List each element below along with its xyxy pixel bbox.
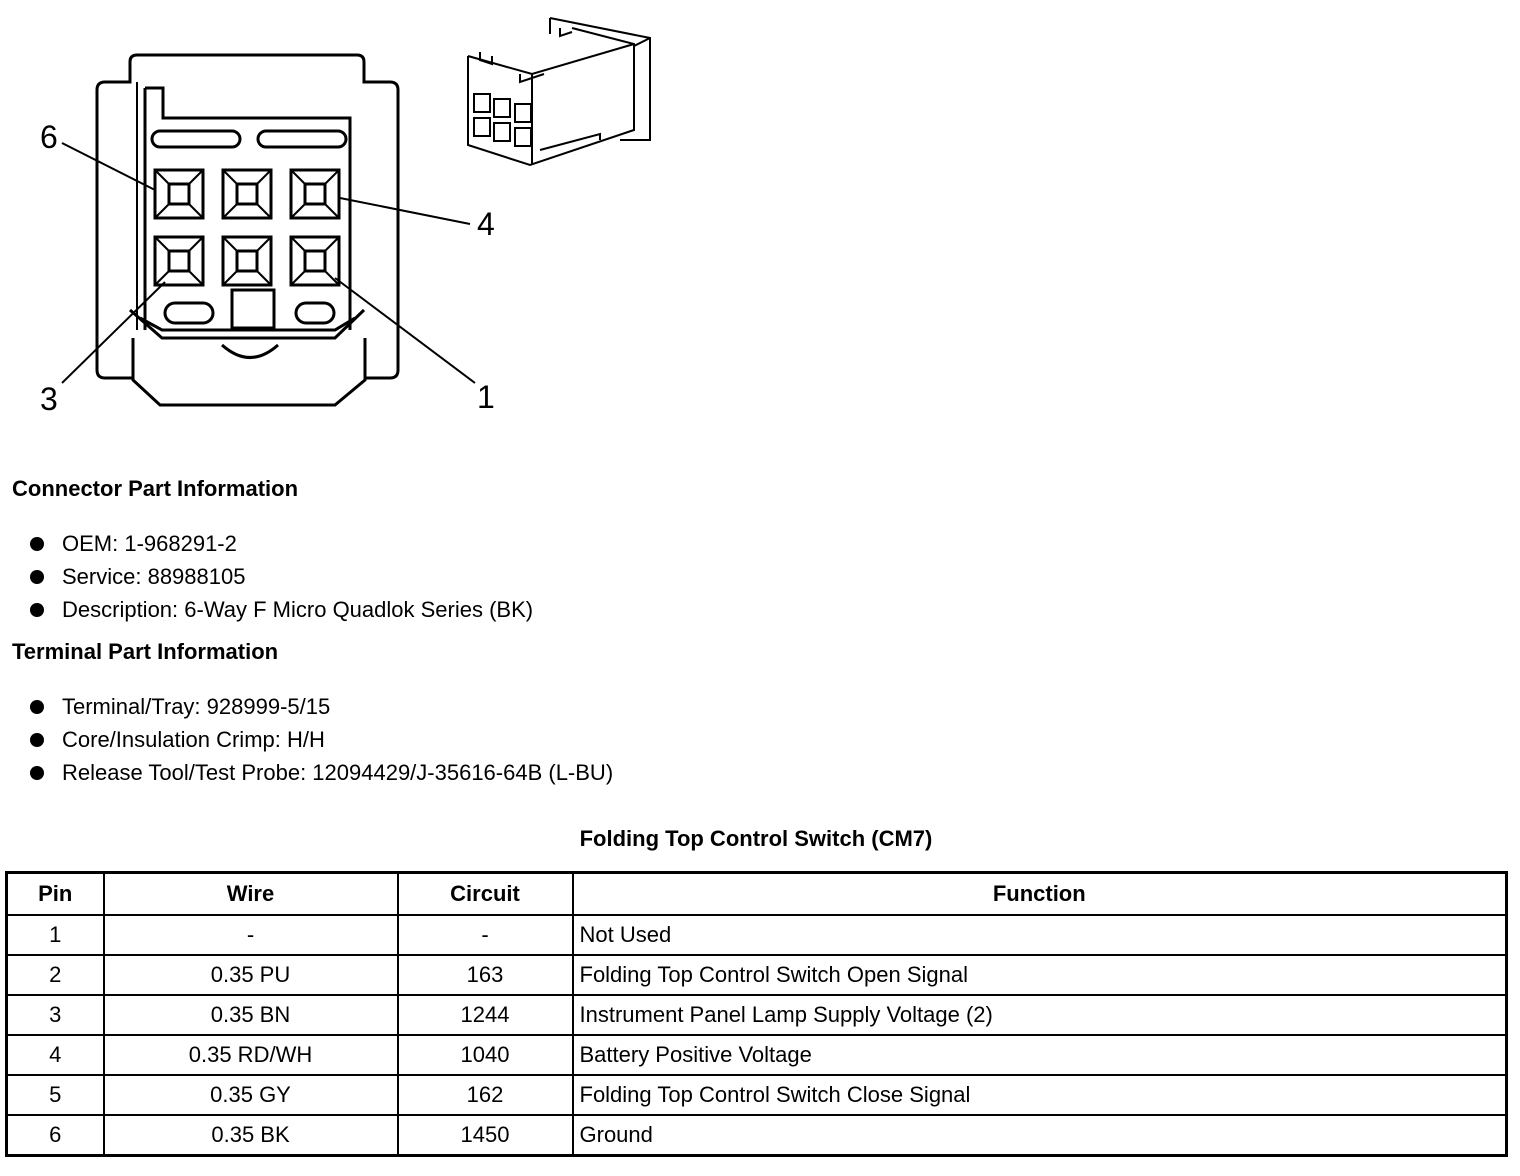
terminal-cavity xyxy=(223,170,271,218)
cell-wire: 0.35 BN xyxy=(104,995,398,1035)
pin-label-3: 3 xyxy=(40,381,58,417)
table-row xyxy=(7,1035,1507,1075)
cell-pin: 2 xyxy=(7,955,104,995)
cell-circuit: 163 xyxy=(398,955,573,995)
list-item-text: Terminal/Tray: 928999-5/15 xyxy=(62,694,331,719)
cell-wire: 0.35 PU xyxy=(104,955,398,995)
list-item xyxy=(28,527,533,560)
list-item-text: Core/Insulation Crimp: H/H xyxy=(62,727,325,752)
list-item xyxy=(28,756,613,789)
connector-isometric-view xyxy=(468,18,650,165)
cell-function: Ground xyxy=(573,1115,1507,1156)
bullet-icon xyxy=(30,537,44,551)
cell-function: Battery Positive Voltage xyxy=(573,1035,1507,1075)
pin-label-6: 6 xyxy=(40,119,58,155)
cell-circuit: - xyxy=(398,915,573,955)
table-row xyxy=(7,1115,1507,1156)
cell-pin: 1 xyxy=(7,915,104,955)
bullet-icon xyxy=(30,733,44,747)
connector-diagram xyxy=(0,0,700,440)
bullet-icon xyxy=(30,766,44,780)
terminal-cavity xyxy=(291,170,339,218)
terminal-cavity xyxy=(223,237,271,285)
list-item-text: Release Tool/Test Probe: 12094429/J-35616-64B (L-BU) xyxy=(62,760,614,785)
cell-pin: 6 xyxy=(7,1115,104,1156)
cell-circuit: 1040 xyxy=(398,1035,573,1075)
cell-pin: 4 xyxy=(7,1035,104,1075)
list-item xyxy=(28,723,613,756)
cell-pin: 3 xyxy=(7,995,104,1035)
connector-face-view xyxy=(97,55,398,405)
table-header-row xyxy=(7,873,1507,916)
connector-part-info-title: Connector Part Information xyxy=(12,476,299,501)
list-item xyxy=(28,593,533,626)
connector-part-info-list xyxy=(28,527,533,626)
cell-wire: - xyxy=(104,915,398,955)
table-row xyxy=(7,915,1507,955)
header-pin: Pin xyxy=(7,873,104,916)
cell-function: Instrument Panel Lamp Supply Voltage (2) xyxy=(573,995,1507,1035)
header-circuit: Circuit xyxy=(398,873,573,916)
terminal-cavities xyxy=(155,170,339,285)
terminal-part-info-list xyxy=(28,690,613,789)
cell-circuit: 1450 xyxy=(398,1115,573,1156)
pinout-table xyxy=(5,871,1508,1157)
header-wire: Wire xyxy=(104,873,398,916)
list-item xyxy=(28,560,533,593)
cell-circuit: 1244 xyxy=(398,995,573,1035)
header-function: Function xyxy=(573,873,1507,916)
cell-wire: 0.35 GY xyxy=(104,1075,398,1115)
table-row xyxy=(7,955,1507,995)
cell-circuit: 162 xyxy=(398,1075,573,1115)
table-row xyxy=(7,995,1507,1035)
terminal-cavity xyxy=(155,237,203,285)
cell-wire: 0.35 RD/WH xyxy=(104,1035,398,1075)
bullet-icon xyxy=(30,570,44,584)
terminal-cavity xyxy=(291,237,339,285)
table-caption: Folding Top Control Switch (CM7) xyxy=(579,826,933,851)
list-item-text: OEM: 1-968291-2 xyxy=(62,531,237,556)
cell-pin: 5 xyxy=(7,1075,104,1115)
terminal-cavity xyxy=(155,170,203,218)
bullet-icon xyxy=(30,603,44,617)
cell-function: Folding Top Control Switch Close Signal xyxy=(573,1075,1507,1115)
list-item xyxy=(28,690,613,723)
cell-wire: 0.35 BK xyxy=(104,1115,398,1156)
bullet-icon xyxy=(30,700,44,714)
pin-label-4: 4 xyxy=(477,206,495,242)
terminal-part-info-title: Terminal Part Information xyxy=(12,639,279,664)
pin-label-1: 1 xyxy=(477,379,495,415)
cell-function: Not Used xyxy=(573,915,1507,955)
cell-function: Folding Top Control Switch Open Signal xyxy=(573,955,1507,995)
list-item-text: Service: 88988105 xyxy=(62,564,246,589)
list-item-text: Description: 6-Way F Micro Quadlok Series (BK) xyxy=(62,597,534,622)
table-row xyxy=(7,1075,1507,1115)
pin-leader-lines xyxy=(62,143,475,383)
